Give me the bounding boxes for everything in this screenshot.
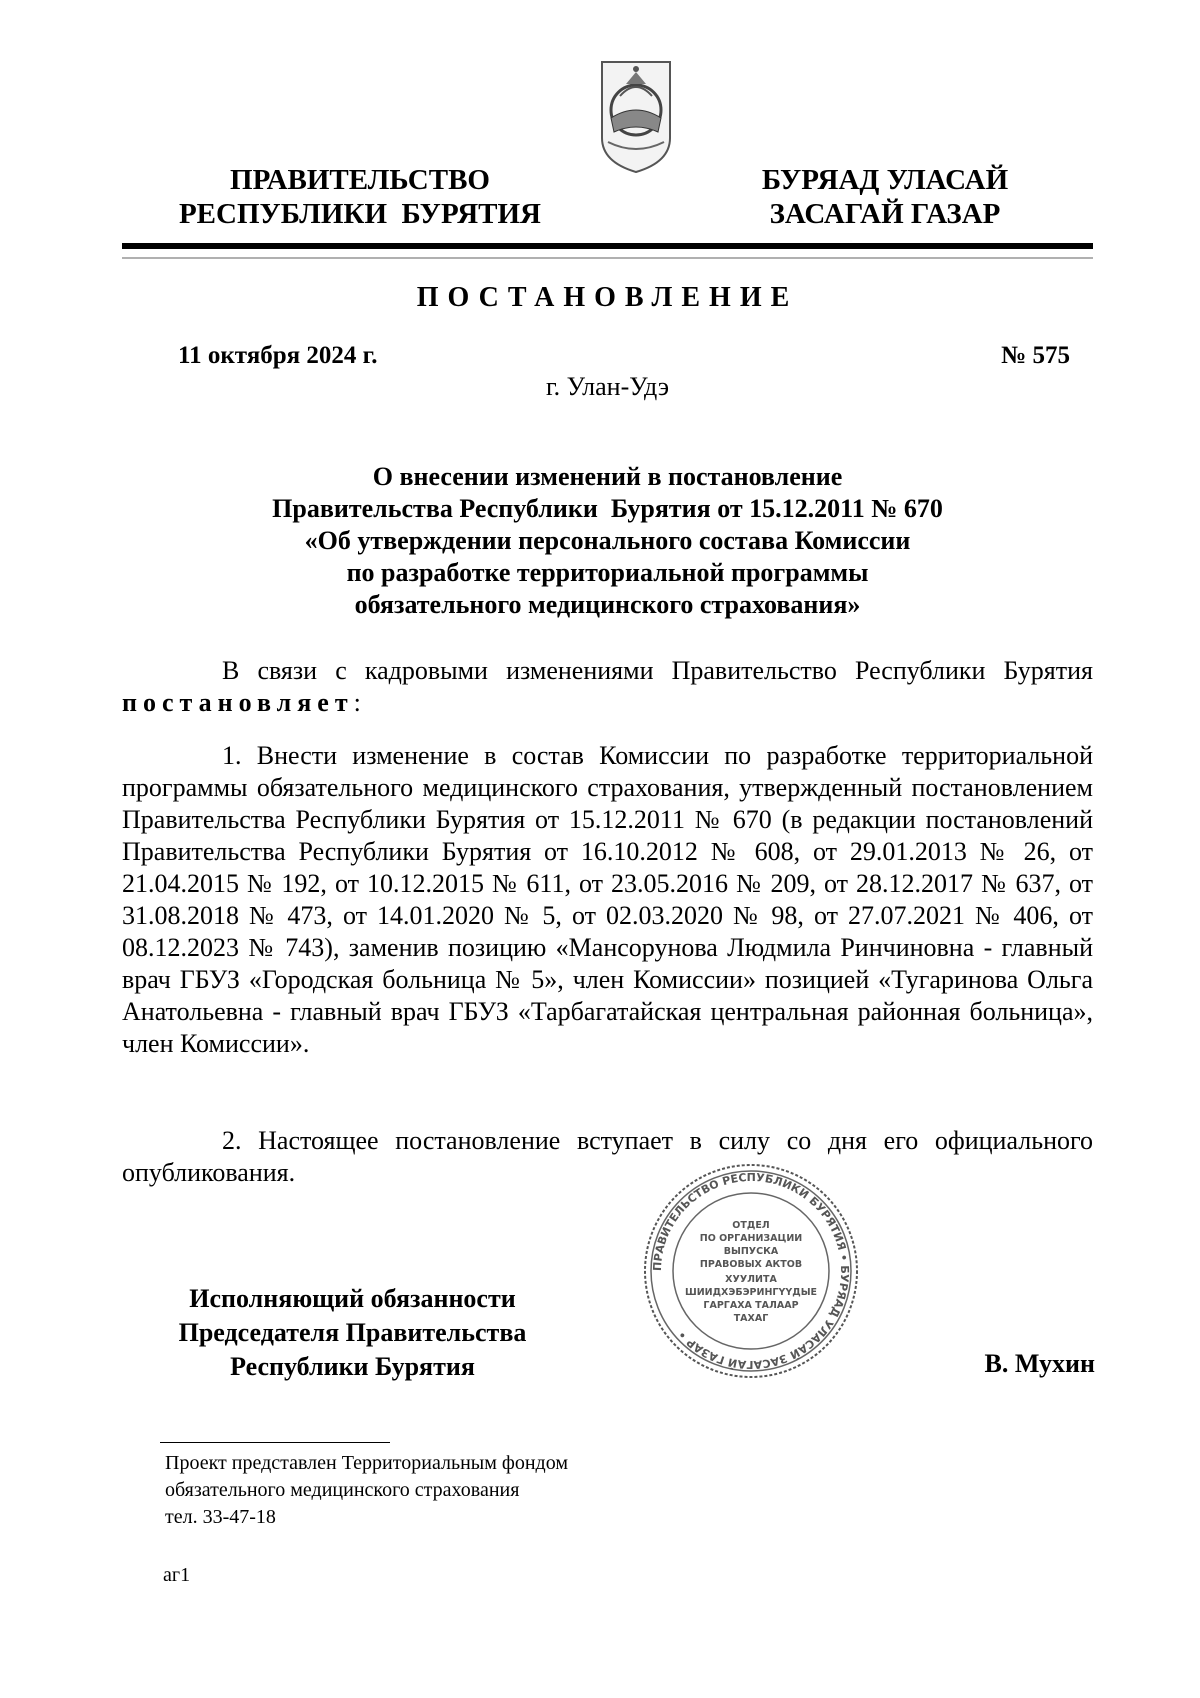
title-line: обязательного медицинского страхования» xyxy=(354,590,861,619)
footnote-line1: Проект представлен Территориальным фондом xyxy=(165,1452,569,1474)
stamp-center-line: ОТДЕЛ xyxy=(732,1220,770,1231)
official-stamp-icon xyxy=(642,1160,860,1382)
signatory-title xyxy=(150,1282,555,1384)
header-right-line2: ЗАСАГАЙ ГАЗАР xyxy=(769,198,1001,230)
item-2-text: 2. Настоящее постановление вступает в силу со дня его официального опубликования. xyxy=(122,1126,1093,1187)
intro-verb: постановляет xyxy=(122,688,354,717)
title-line: по разработке территориальной программы xyxy=(346,558,869,587)
footnote-line2: обязательного медицинского страхования xyxy=(165,1479,520,1501)
footnote-divider xyxy=(160,1442,390,1443)
header-right-line1: БУРЯАД УЛАСАЙ xyxy=(761,164,1009,196)
signatory-name: В. Мухин xyxy=(984,1349,1095,1378)
stamp-center-line: ГАРГАХА ТАЛААР xyxy=(703,1300,799,1311)
stamp-center-line: ШИИДХЭБЭРИНГҮҮДЫЕ xyxy=(684,1287,818,1298)
header-divider-thin xyxy=(122,257,1093,259)
intro-text: В связи с кадровыми изменениями Правительство Республики Бурятия xyxy=(222,656,1093,685)
footnote-line3: тел. 33-47-18 xyxy=(165,1506,276,1528)
stamp-ring-text: ПРАВИТЕЛЬСТВО РЕСПУБЛИКИ БУРЯТИЯ • БУРЯАД УЛАСАЙ ЗАСАГАЙ ГАЗАР • xyxy=(650,1170,852,1372)
header-left-line2: РЕСПУБЛИКИ БУРЯТИЯ xyxy=(178,198,542,230)
intro-end: : xyxy=(353,688,361,717)
stamp-center-line: ПРАВОВЫХ АКТОВ xyxy=(699,1259,803,1270)
header-left-line1: ПРАВИТЕЛЬСТВО xyxy=(230,164,490,196)
document-type: ПОСТАНОВЛЕНИЕ xyxy=(416,282,799,313)
header-left xyxy=(150,163,570,231)
item-1-text: 1. Внести изменение в состав Комиссии по разработке территориальной программы обязательного медицинского страхования, утвержденный постановлением Правительства Республики Бурятия от 15.12.2011 № 670 (в редакции постановлений Правительства Республики Бурятия от 16.10.2012 № 608, от 29.01.2013 № 26, от 21.04.2015 № 192, от 10.12.2015 № 611, от 23.05.2016 № 209, от 28.12.2017 № 637, от 31.08.2018 № 473, от 14.01.2020 № 5, от 02.03.2020 № 98, от 27.07.2021 № 406, от 08.12.2023 № 743), заменив позицию «Мансорунова Людмила Ринчиновна - главный врач ГБУЗ «Городская больница № 5», член Комиссии» позицией «Тугаринова Ольга Анатольевна - главный врач ГБУЗ «Тарбагатайская центральная районная больница», член Комиссии». xyxy=(122,741,1093,1058)
footnote xyxy=(165,1450,568,1531)
title-line: «Об утверждении персонального состава Комиссии xyxy=(304,526,911,555)
document-date: 11 октября 2024 г. xyxy=(178,342,378,369)
signatory-title-line1: Исполняющий обязанности xyxy=(189,1284,516,1313)
intro-paragraph xyxy=(122,655,1093,719)
item-2-paragraph xyxy=(122,1125,1093,1189)
stamp-center-line: ТАХАГ xyxy=(733,1313,769,1324)
header-divider-thick xyxy=(122,243,1093,249)
stamp-center-line: ПО ОРГАНИЗАЦИИ xyxy=(699,1233,803,1244)
coat-of-arms-icon xyxy=(596,58,676,176)
title-line: О внесении изменений в постановление xyxy=(372,462,843,491)
svg-text:ПРАВИТЕЛЬСТВО РЕСПУБЛИКИ БУРЯТ xyxy=(651,1171,851,1371)
document-city: г. Улан-Удэ xyxy=(545,372,670,401)
document-number: № 575 xyxy=(1001,342,1070,369)
title-line: Правительства Республики Бурятия от 15.12.2011 № 670 xyxy=(272,494,943,523)
stamp-center-line: ХУУЛИТА xyxy=(725,1274,777,1285)
signatory-title-line3: Республики Бурятия xyxy=(230,1352,475,1381)
header-right xyxy=(700,163,1070,231)
document-code: аг1 xyxy=(163,1564,191,1586)
stamp-center-line: ВЫПУСКА xyxy=(723,1246,779,1257)
item-1-paragraph xyxy=(122,740,1093,1060)
signatory-title-line2: Председателя Правительства xyxy=(178,1318,527,1347)
document-title xyxy=(180,461,1035,621)
